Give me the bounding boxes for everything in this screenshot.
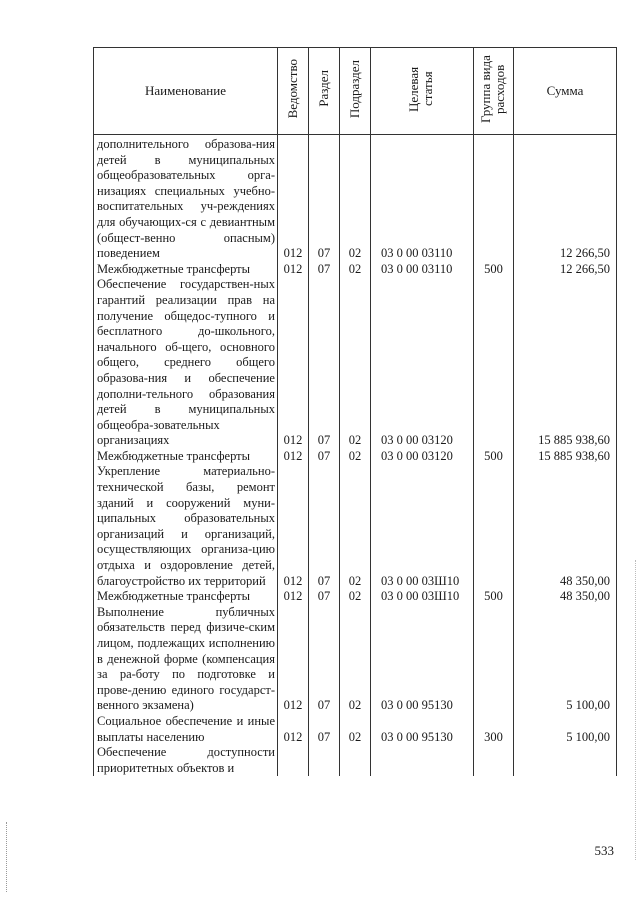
row-summa-cell: 48 350,00 — [514, 464, 617, 589]
header-summa-text: Сумма — [546, 83, 584, 99]
header-podrazdel — [340, 48, 371, 135]
row-name-cell: Выполнение публичных обязательств перед физиче-ским лицом, подлежащих исполнению в денежной форме (компенсация за ра-боту по подготовке и прове-дению единого государст-венного экзамена) — [94, 605, 278, 714]
row-gruppa-cell — [474, 745, 514, 776]
row-podrazdel-cell: 02 — [340, 605, 371, 714]
row-name-cell: Обеспечение доступности приоритетных объектов и — [94, 745, 278, 776]
header-ved-text: Ведомство — [285, 59, 300, 119]
row-ved-cell: 012 — [278, 135, 309, 262]
row-summa-cell: 15 885 938,60 — [514, 449, 617, 465]
row-podrazdel-cell: 02 — [340, 135, 371, 262]
row-summa-cell: 12 266,50 — [514, 262, 617, 278]
row-celevaya-cell: 03 0 00 03Ш10 — [371, 464, 474, 589]
row-gruppa-cell — [474, 277, 514, 449]
header-gruppa — [474, 48, 514, 135]
row-gruppa-cell — [474, 605, 514, 714]
row-podrazdel-cell: 02 — [340, 464, 371, 589]
row-podrazdel-cell: 02 — [340, 277, 371, 449]
header-celevaya — [371, 48, 474, 135]
page-number: 533 — [594, 843, 614, 858]
header-razdel — [309, 48, 340, 135]
header-name-text: Наименование — [145, 83, 226, 99]
row-ved-cell: 012 — [278, 262, 309, 278]
header-name — [94, 48, 278, 135]
table-row — [94, 262, 617, 278]
table-row — [94, 277, 617, 449]
row-ved-cell: 012 — [278, 589, 309, 605]
row-summa-cell: 48 350,00 — [514, 589, 617, 605]
row-podrazdel-cell: 02 — [340, 262, 371, 278]
row-ved-cell: 012 — [278, 277, 309, 449]
header-ved — [278, 48, 309, 135]
row-ved-cell — [278, 745, 309, 776]
budget-table — [93, 47, 617, 776]
row-razdel-cell: 07 — [309, 589, 340, 605]
table-header — [94, 48, 617, 135]
table-row — [94, 135, 617, 262]
row-razdel-cell — [309, 745, 340, 776]
row-summa-cell: 15 885 938,60 — [514, 277, 617, 449]
row-name-cell: дополнительного образова-ния детей в муниципальных общеобразовательных орга-низациях специальных учебно-воспитательных уч-реждениях для обучающих-ся с девиантным (общест-венно опасным) поведением — [94, 135, 278, 262]
row-podrazdel-cell: 02 — [340, 589, 371, 605]
row-gruppa-cell: 500 — [474, 262, 514, 278]
row-ved-cell: 012 — [278, 605, 309, 714]
table-row — [94, 589, 617, 605]
row-gruppa-cell: 500 — [474, 449, 514, 465]
row-celevaya-cell: 03 0 00 03110 — [371, 135, 474, 262]
row-gruppa-cell: 300 — [474, 714, 514, 745]
margin-dots-right — [632, 560, 636, 860]
row-podrazdel-cell — [340, 745, 371, 776]
table-row — [94, 714, 617, 745]
row-celevaya-cell: 03 0 00 95130 — [371, 605, 474, 714]
table-row — [94, 605, 617, 714]
row-name-cell: Межбюджетные трансферты — [94, 589, 278, 605]
row-razdel-cell: 07 — [309, 449, 340, 465]
row-celevaya-cell: 03 0 00 03110 — [371, 262, 474, 278]
row-name-cell: Социальное обеспечение и иные выплаты населению — [94, 714, 278, 745]
header-gruppa-text: Группа вида расходов — [477, 54, 507, 123]
table-row — [94, 449, 617, 465]
row-podrazdel-cell: 02 — [340, 714, 371, 745]
row-celevaya-cell: 03 0 00 03Ш10 — [371, 589, 474, 605]
row-razdel-cell: 07 — [309, 605, 340, 714]
row-ved-cell: 012 — [278, 464, 309, 589]
row-gruppa-cell — [474, 464, 514, 589]
row-name-cell: Укрепление материально-технической базы, ремонт зданий и сооружений муни-ципальных образовательных организаций и организаций, осуществляющих организа-цию отдыха и оздоровление детей, благоустройство их территорий — [94, 464, 278, 589]
row-gruppa-cell: 500 — [474, 589, 514, 605]
row-celevaya-cell — [371, 745, 474, 776]
header-razdel-text: Раздел — [316, 70, 331, 108]
row-ved-cell: 012 — [278, 714, 309, 745]
header-podrazdel-text: Подраздел — [347, 59, 362, 118]
row-celevaya-cell: 03 0 00 03120 — [371, 277, 474, 449]
row-razdel-cell: 07 — [309, 277, 340, 449]
table-body — [94, 135, 617, 777]
row-razdel-cell: 07 — [309, 135, 340, 262]
row-summa-cell — [514, 745, 617, 776]
margin-dots-left — [6, 822, 11, 892]
row-razdel-cell: 07 — [309, 262, 340, 278]
table-row — [94, 745, 617, 776]
row-podrazdel-cell: 02 — [340, 449, 371, 465]
row-summa-cell: 12 266,50 — [514, 135, 617, 262]
row-summa-cell: 5 100,00 — [514, 605, 617, 714]
row-gruppa-cell — [474, 135, 514, 262]
header-celevaya-text: Целевая статья — [406, 66, 435, 112]
row-ved-cell: 012 — [278, 449, 309, 465]
row-name-cell: Обеспечение государствен-ных гарантий реализации прав на получение общедос-тупного и бесплатного до-школьного, начального об-щего, основного общего, среднего общего образова-ния и обеспечение дополни-тельного образования детей в муниципальных общеобра-зовательных организациях — [94, 277, 278, 449]
row-celevaya-cell: 03 0 00 95130 — [371, 714, 474, 745]
row-name-cell: Межбюджетные трансферты — [94, 449, 278, 465]
row-summa-cell: 5 100,00 — [514, 714, 617, 745]
row-name-cell: Межбюджетные трансферты — [94, 262, 278, 278]
table-row — [94, 464, 617, 589]
row-razdel-cell: 07 — [309, 464, 340, 589]
row-celevaya-cell: 03 0 00 03120 — [371, 449, 474, 465]
row-razdel-cell: 07 — [309, 714, 340, 745]
header-summa — [514, 48, 617, 135]
